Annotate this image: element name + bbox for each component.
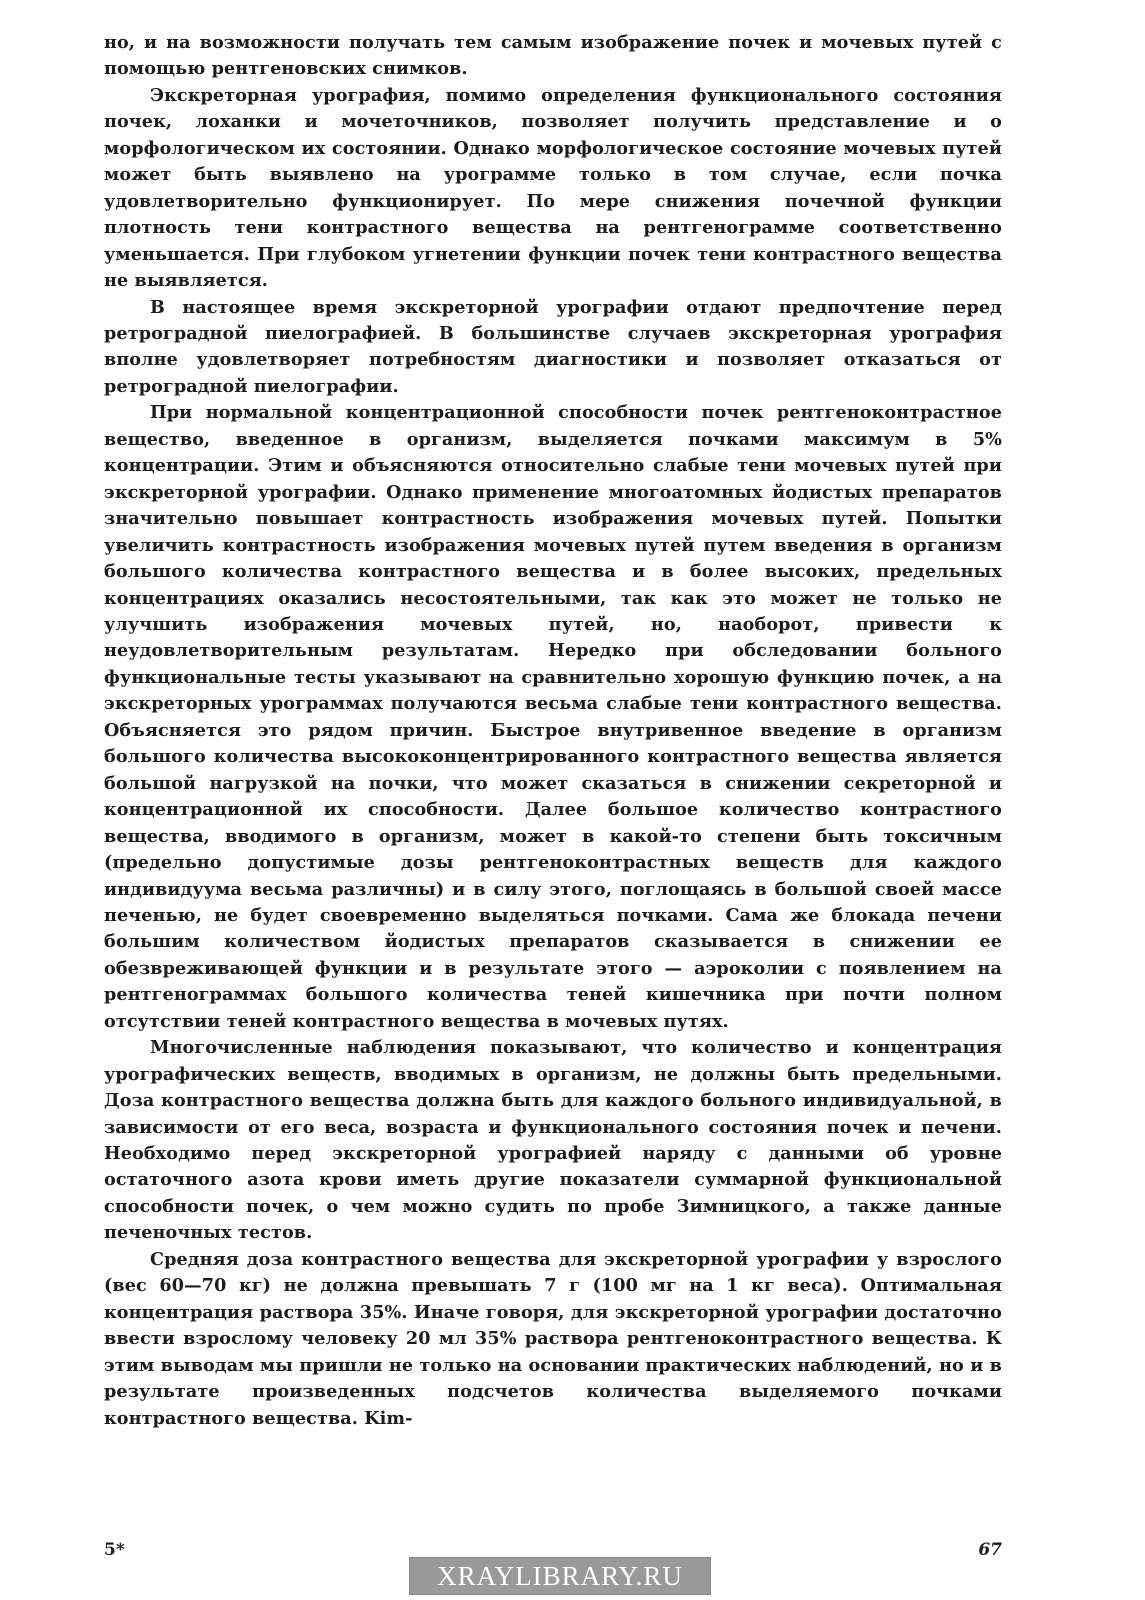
paragraph-preference: В настоящее время экскреторной урографии отдают предпочтение перед ретроградной пиелографией. В большинстве случаев экскреторная урография вполне удовлетворяет потребностям диагностики и позволяет отказаться от ретроградной пиелографии. bbox=[104, 296, 1002, 397]
paragraph-observations: Многочисленные наблюдения показывают, что количество и концентрация урографических веществ, вводимых в организм, не должны быть предельными. Доза контрастного вещества должна быть для каждого больного индивидуальной, в зависимости от его веса, возраста и функционального состояния почек и печени. Необходимо перед экскреторной урографией наряду с данными об уровне остаточного азота крови иметь другие показатели суммарной функциональной способности почек, о чем можно судить по пробе Зимницкого, а также данные печеночных тестов. bbox=[104, 1037, 1002, 1244]
page-number: 67 bbox=[978, 1540, 1002, 1560]
signature-mark: 5* bbox=[104, 1540, 125, 1560]
paragraph-continuation: но, и на возможности получать тем самым изображение почек и мочевых путей с помощью рентгеновских снимков. bbox=[104, 32, 1002, 80]
body-text bbox=[104, 30, 1002, 1432]
paragraph-excretory-urography: Экскреторная урография, помимо определения функционального состояния почек, лоханки и мочеточников, позволяет получить представление и о морфологическом их состоянии. Однако морфологическое состояние мочевых путей может быть выявлено на урограмме только в том случае, если почка удовлетворительно функционирует. По мере снижения почечной функции плотность тени контрастного вещества на рентгенограмме соответственно уменьшается. При глубоком угнетении функции почек тени контрастного вещества не выявляется. bbox=[104, 84, 1002, 292]
watermark-banner: XRAYLIBRARY.RU bbox=[410, 1558, 710, 1594]
paragraph-dosage: Средняя доза контрастного вещества для экскреторной урографии у взрослого (вес 60—70 кг) не должна превышать 7 г (100 мг на 1 кг веса). Оптимальная концентрация раствора 35%. Иначе говоря, для экскреторной урографии достаточно ввести взрослому человеку 20 мл 35% раствора рентгеноконтрастного вещества. К этим выводам мы пришли не только на основании практических наблюдений, но и в результате произведенных подсчетов количества выделяемого почками контрастного вещества. Kim- bbox=[104, 1248, 1002, 1429]
paragraph-concentration: При нормальной концентрационной способности почек рентгеноконтрастное вещество, введенное в организм, выделяется почками максимум в 5% концентрации. Этим и объясняются относительно слабые тени мочевых путей при экскреторной урографии. Однако применение многоатомных йодистых препаратов значительно повышает контрастность изображения мочевых путей. Попытки увеличить контрастность изображения мочевых путей путем введения в организм большого количества контрастного вещества и в более высоких, предельных концентрациях оказались несостоятельными, так как это может не только не улучшить изображения мочевых путей, но, наоборот, привести к неудовлетворительным результатам. Нередко при обследовании больного функциональные тесты указывают на сравнительно хорошую функцию почек, а на экскреторных урограммах получаются весьма слабые тени контрастного вещества. Объясняется это рядом причин. Быстрое внутривенное введение в организм большого количества высококонцентрированного контрастного вещества является большой нагрузкой на почки, что может сказаться в снижении секреторной и концентрационной их способности. Далее большое количество контрастного вещества, вводимого в организм, может в какой-то степени быть токсичным (предельно допустимые дозы рентгеноконтрастных веществ для каждого индивидуума весьма различны) и в силу этого, поглощаясь в большой своей массе печенью, не будет своевременно выделяться почками. Сама же блокада печени большим количеством йодистых препаратов сказывается в снижении ее обезвреживающей функции и в результате этого — аэроколии с появлением на рентгенограммах большого количества теней кишечника при почти полном отсутствии теней контрастного вещества в мочевых путях. bbox=[104, 402, 1002, 1032]
